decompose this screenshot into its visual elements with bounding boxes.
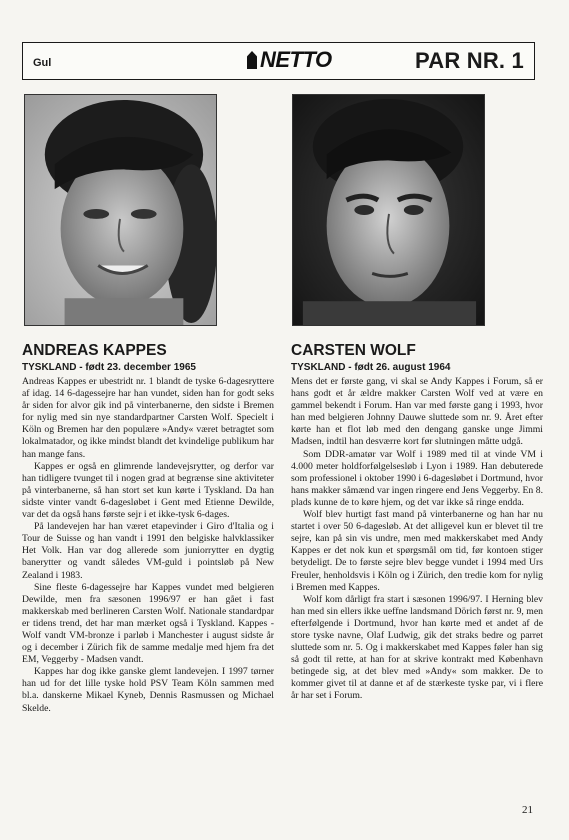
rider-biography	[291, 376, 543, 703]
biography-paragraph: Som DDR-amatør var Wolf i 1989 med til at vinde VM i 4.000 meter holdforfølgelsesløb i Lyon i 1989. Han debuterede som professionel i oktober 1990 i 6-dagesløbet i Dortmund, hvor hans makker såmænd var ingen ringere end Jens Veggerby. En 8. plads kunne de to køre hjem, og det var ikke så ringe endda.	[291, 448, 543, 508]
rider-photo-kappes	[24, 94, 217, 326]
page-header	[22, 42, 535, 80]
rider-name: CARSTEN WOLF	[291, 342, 416, 359]
rider-column-wolf	[291, 342, 543, 703]
rider-photo-wolf	[292, 94, 485, 326]
biography-paragraph: Sine fleste 6-dagessejre har Kappes vundet med belgieren Dewilde, men fra sæsonen 1996/97 er han gået i fast makkerskab med berlineren Carsten Wolf. Nationale standardpar er tidens trend, det har man mærket også i Tyskland. Kappes - Wolf vandt VM-bronze i parløb i Manchester i august sidste år og i december i Zürich fik de samme medalje med hjem fra det EM, Veggerby - Madsen vandt.	[22, 581, 274, 666]
netto-logo-text: NETTO	[260, 47, 332, 72]
rider-column-kappes	[22, 342, 274, 715]
rider-name: ANDREAS KAPPES	[22, 342, 167, 359]
biography-paragraph: Mens det er første gang, vi skal se Andy Kappes i Forum, så er hans godt et år ældre makker Carsten Wolf ved at være en gammel bekendt i Forum. Han var med første gang i 1993, hvor han med belgieren Johnny Dauwe sluttede som nr. 9. Året efter kørte han et flot løb med den dengang ganske unge Jimmi Madsen, indtil han desværre kort før slutningen måtte udgå.	[291, 376, 543, 448]
page-number: 21	[522, 804, 533, 816]
biography-paragraph: På landevejen har han været etapevinder i Giro d'Italia og i Tour de Suisse og han vandt i 1991 den belgiske halvklassiker Het Volk. Han var dog allerede som juniorrytter en dygtig banerytter og vandt således VM-guld i pointsløb på New Zealand i 1983.	[22, 521, 274, 581]
rider-nationality-birth: TYSKLAND - født 26. august 1964	[291, 362, 451, 373]
netto-logo-icon	[245, 49, 259, 71]
biography-paragraph: Kappes har dog ikke ganske glemt landevejen. I 1997 tørner han ud for det lille tyske hold PSV Team Köln sammen med bl.a. danskerne Mikael Kyneb, Dennis Rasmussen og Michael Skelde.	[22, 666, 274, 714]
biography-paragraph: Andreas Kappes er ubestridt nr. 1 blandt de tyske 6-dagesryttere af idag. 14 6-dagessejre har han vundet, siden han for godt seks år siden for alvor gik ind på vinterbanerne, den sidste i Bremen for nylig med sin nye standardpartner Carsten Wolf. Specielt i Köln og Bremen har den populære »Andy« været betragtet som lokalmatador, og ikke mindst blandt det kvindelige publikum har han mange fans.	[22, 376, 274, 460]
rider-nationality-birth: TYSKLAND - født 23. december 1965	[22, 362, 196, 373]
biography-paragraph: Kappes er også en glimrende landevejsrytter, og derfor var han tidligere tvunget til i nogen grad at begrænse sine aktiviteter på vinterbanerne, så han stort set kun kørte i Tyskland. Da han sidste vinter vandt 6-dagesløbet i Gent med Etienne Dewilde, var det da også hans første sejr i et ikke-tysk 6-dages.	[22, 460, 274, 521]
biography-paragraph: Wolf kom dårligt fra start i sæsonen 1996/97. I Herning blev han med sin ellers ikke ueffne landsmand Dörich først nr. 9, men efterfølgende i Dortmund, hvor han kørte med et andet af de store tyske navne, Olaf Ludwig, gik det straks bedre og parret sluttede som nr. 5. Og i makkerskabet med Kappes føler han sig så godt til rette, at han for at skrive kontrakt med København betingede sig, at det blev med »Andy« som makker. De to kommer givet til at danne et af de stærkeste tyske par, vi i flere år har set i Forum.	[291, 593, 543, 702]
netto-logo	[245, 46, 332, 74]
color-label: Gul	[33, 57, 52, 69]
biography-paragraph: Wolf blev hurtigt fast mand på vinterbanerne og han har nu startet i over 50 6-dagesløb. At det alligevel kun er blevet til tre sejre, kan på sin vis undre, men med makkerskabet med Andy Kappes er det nok kun et spørgsmål om tid, før kontoen stiger betydeligt. De to første sejre blev begge vundet i 1994 med Urs Freuler, henholdsvis i Köln og i Zürich, den tredie kom for nylig i Bremen med Kappes.	[291, 509, 543, 593]
page-title: PAR NR. 1	[415, 48, 524, 73]
rider-biography	[22, 376, 274, 715]
